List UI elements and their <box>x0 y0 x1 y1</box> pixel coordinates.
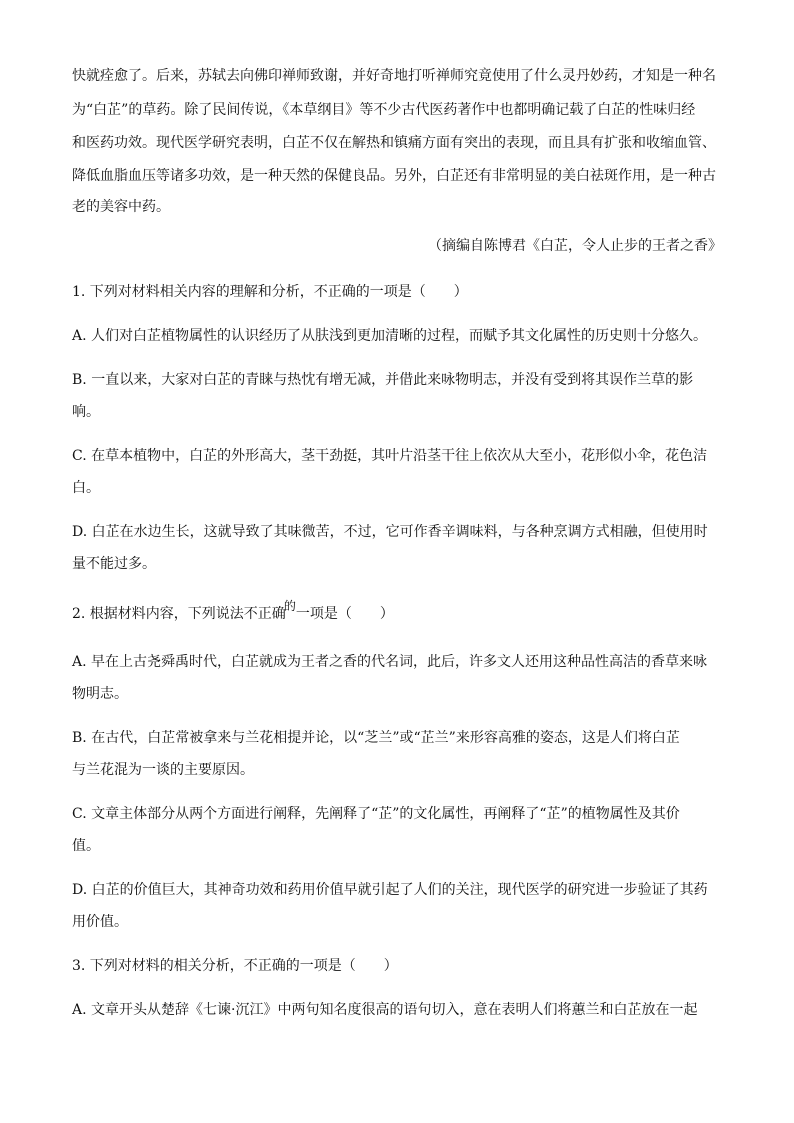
question-1-option-c-cont: 白。 <box>72 480 100 496</box>
passage-line: 降低血脂血压等诸多功效，是一种天然的保健良品。另外，白芷还有非常明显的美白祛斑作用，是一种古 <box>72 168 716 184</box>
question-2-option-a-cont: 物明志。 <box>72 686 128 702</box>
question-1-option-b-cont: 响。 <box>72 404 100 420</box>
question-2-stem-part: 一项是（ ） <box>295 606 394 622</box>
question-2-stem-superscript: 的 <box>283 599 296 613</box>
question-1-option-d: D. 白芷在水边生长，这就导致了其味微苦，不过，它可作香辛调味料，与各种烹调方式相融，但使用时 <box>72 524 708 540</box>
question-2-option-d: D. 白芷的价值巨大，其神奇功效和药用价值早就引起了人们的关注，现代医学的研究进一步验证了其药 <box>72 882 708 898</box>
question-3-option-a: A. 文章开头从楚辞《七谏·沉江》中两句知名度很高的语句切入，意在表明人们将蕙兰和白芷放在一起 <box>72 1002 698 1018</box>
question-2-option-d-cont: 用价值。 <box>72 914 128 930</box>
question-2-option-a: A. 早在上古尧舜禹时代，白芷就成为王者之香的代名词，此后，许多文人还用这种品性高洁的香草来咏 <box>72 654 708 670</box>
question-1-option-b: B. 一直以来，大家对白芷的青睐与热忱有增无减，并借此来咏物明志，并没有受到将其误作兰草的影 <box>72 372 694 388</box>
question-1-option-a: A. 人们对白芷植物属性的认识经历了从肤浅到更加清晰的过程，而赋予其文化属性的历史则十分悠久。 <box>72 328 708 344</box>
question-3-stem: 3. 下列对材料的相关分析，不正确的一项是（ ） <box>72 958 398 974</box>
question-2-option-b-cont: 与兰花混为一谈的主要原因。 <box>72 762 254 778</box>
question-2-stem <box>72 599 394 624</box>
question-2-stem-part: 2. 根据材料内容，下列说法不正确 <box>72 606 286 622</box>
question-1-option-d-cont: 量不能过多。 <box>72 556 156 572</box>
question-1-stem: 1. 下列对材料相关内容的理解和分析，不正确的一项是（ ） <box>72 284 468 300</box>
passage-source: （摘编自陈博君《白芷，令人止步的王者之香》 <box>428 238 722 254</box>
passage-line: 快就痊愈了。后来，苏轼去向佛印禅师致谢，并好奇地打听禅师究竟使用了什么灵丹妙药，才知是一种名 <box>72 68 716 84</box>
question-1-option-c: C. 在草本植物中，白芷的外形高大，茎干劲挺，其叶片沿茎干往上依次从大至小，花形似小伞，花色洁 <box>72 448 708 464</box>
question-2-option-b: B. 在古代，白芷常被拿来与兰花相提并论，以“芝兰”或“芷兰”来形容高雅的姿态，这是人们将白芷 <box>72 730 680 746</box>
passage-line: 为“白芷”的草药。除了民间传说，《本草纲目》等不少古代医药著作中也都明确记载了白芷的性味归经 <box>72 102 696 118</box>
question-2-option-c: C. 文章主体部分从两个方面进行阐释，先阐释了“芷”的文化属性，再阐释了“芷”的植物属性及其价 <box>72 806 680 822</box>
question-2-option-c-cont: 值。 <box>72 838 100 854</box>
passage-line: 和医药功效。现代医学研究表明，白芷不仅在解热和镇痛方面有突出的表现，而且具有扩张和收缩血管、 <box>72 135 716 151</box>
passage-line: 老的美容中药。 <box>72 199 170 215</box>
